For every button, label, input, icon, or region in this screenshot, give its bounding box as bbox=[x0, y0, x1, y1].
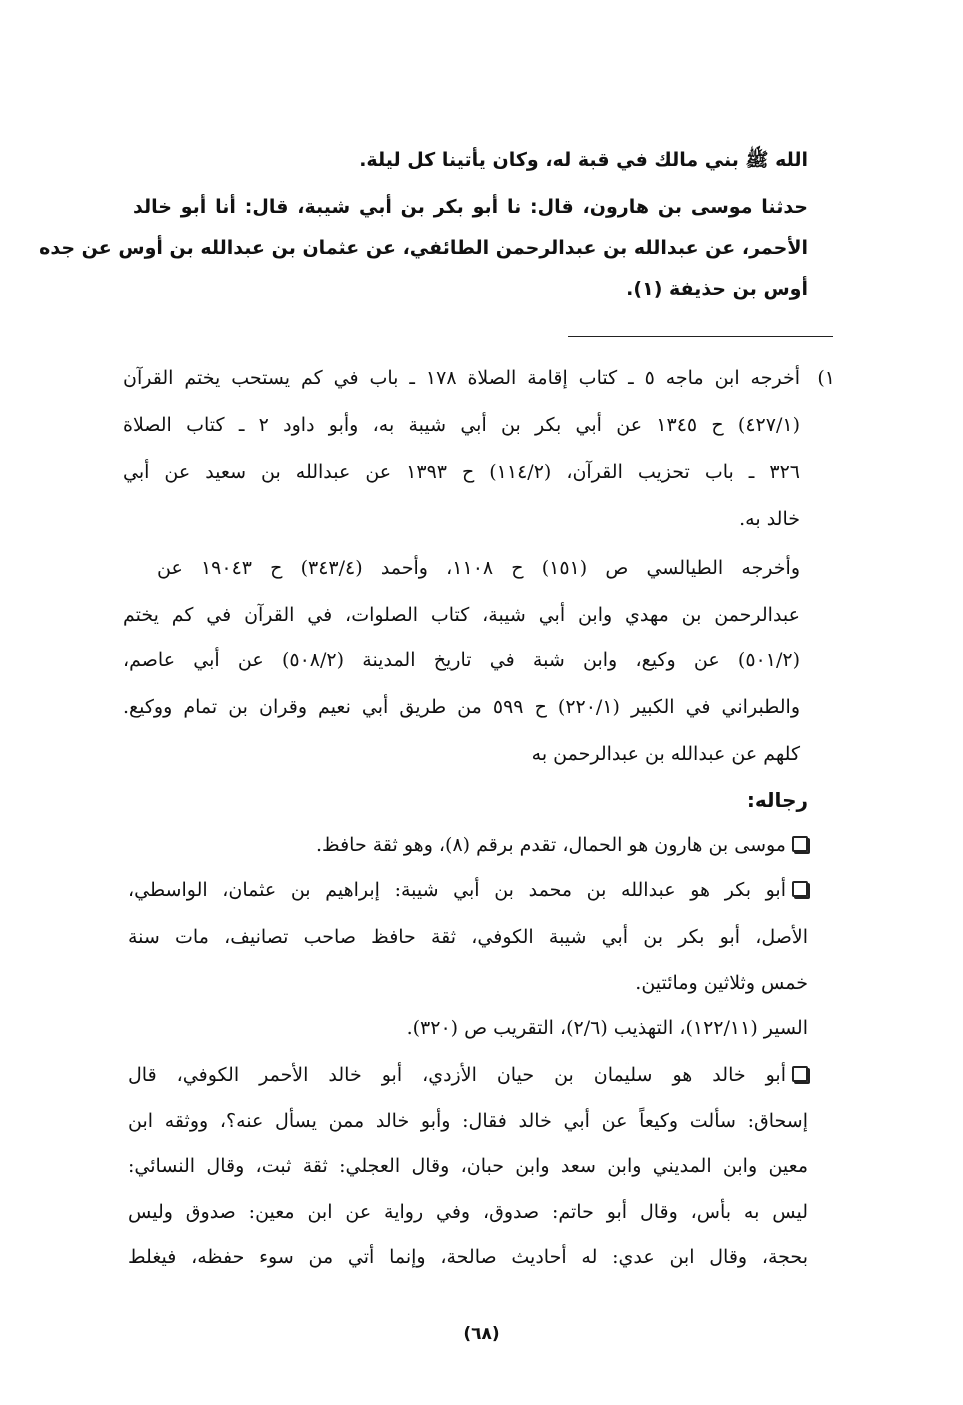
narrator-entry-2 bbox=[128, 876, 808, 904]
narrator-line: أبو خالد هو سليمان بن حيان الأزدي، أبو خالد الأحمر الكوفي، قال bbox=[128, 1064, 786, 1086]
footnote-line-4: خالد به. bbox=[739, 508, 800, 530]
footnote-line-8: والطبراني في الكبير (٢٢٠/١) ح ٥٩٩ من طريق أبي نعيم وقران بن تمام ووكيع. bbox=[123, 696, 801, 718]
narrator-line: أبو بكر هو عبدالله بن محمد بن أبي شيبة: إبراهيم بن عثمان، الواسطي، bbox=[128, 879, 786, 901]
footnote-divider bbox=[568, 336, 833, 337]
narrator-line-8: معين وابن المديني وابن سعد وابن حبان، وقال العجلي: ثقة ثبت، وقال النسائي: bbox=[128, 1155, 808, 1177]
main-line-4: أوس بن حذيفة (١). bbox=[626, 278, 808, 300]
footnote-line-3: ٣٢٦ ـ باب تحزيب القرآن، (١١٤/٢) ح ١٣٩٣ عن عبدالله بن سعيد عن أبي bbox=[123, 461, 800, 483]
main-line-1: الله ﷺ بني مالك في قبة له، وكان يأتينا كل ليلة. bbox=[359, 149, 808, 171]
page-number: (٦٨) bbox=[463, 1324, 500, 1344]
narrator-line-7: إسحاق: سألت وكيعاً عن أبي خالد فقال: وأبو خالد ممن يسأل عنه؟، ووثقه ابن bbox=[128, 1110, 808, 1132]
main-line-3: الأحمر، عن عبدالله بن عبدالرحمن الطائفي، عن عثمان بن عبدالله بن أوس عن جده bbox=[39, 237, 808, 259]
narrator-line-9: ليس به بأس، وقال أبو حاتم: صدوق، وفي رواية عن ابن معين: صدوق وليس bbox=[128, 1201, 808, 1223]
checkbox-icon bbox=[792, 881, 808, 897]
narrator-entry-3 bbox=[128, 1061, 808, 1089]
checkbox-icon bbox=[792, 1066, 808, 1082]
narrator-line-3: الأصل، أبو بكر بن أبي شيبة الكوفي، ثقة حافظ صاحب تصانيف، مات سنة bbox=[128, 926, 808, 948]
section-heading: رجاله: bbox=[746, 788, 808, 812]
footnote-line-1: أخرجه ابن ماجه ٥ ـ كتاب إقامة الصلاة ١٧٨ ـ باب في كم يستحب يختم القرآن bbox=[123, 367, 800, 389]
footnote-line-7: (٥٠١/٢) عن وكيع، وابن شبة في تاريخ المدينة (٥٠٨/٢) عن أبي عاصم، bbox=[123, 649, 800, 671]
narrator-entry-1 bbox=[128, 831, 808, 859]
narrator-line-5: السير (١٢٢/١١)، التهذيب (٢/٦)، التقريب ص (٣٢٠). bbox=[406, 1017, 808, 1039]
footnote-line-9: كلهم عن عبدالله بن عبدالرحمن به bbox=[531, 743, 800, 765]
footnote-line-5: وأخرجه الطيالسي ص (١٥١) ح ١١٠٨، وأحمد (٣٤٣/٤) ح ١٩٠٤٣ عن bbox=[157, 557, 800, 579]
narrator-line-4: خمس وثلاثين ومائتين. bbox=[635, 972, 808, 994]
footnote-line-6: عبدالرحمن بن مهدي وابن أبي شيبة، كتاب الصلوات، في القرآن في كم يختم bbox=[123, 604, 800, 626]
footnote-marker: ١) bbox=[817, 367, 835, 389]
checkbox-icon bbox=[792, 836, 808, 852]
narrator-line-10: بحجة، وقال ابن عدي: له أحاديث صالحة، وإنما أتي من سوء حفظه، فيغلط bbox=[128, 1246, 808, 1268]
footnote-line-2: (٤٢٧/١) ح ١٣٤٥ عن أبي بكر بن أبي شيبة به، وأبو داود ٢ ـ كتاب الصلاة bbox=[123, 414, 800, 436]
main-line-2: حدثنا موسى بن هارون، قال: نا أبو بكر بن أبي شيبة، قال: أنا أبو خالد bbox=[133, 196, 808, 218]
narrator-line: موسى بن هارون هو الحمال، تقدم برقم (٨)، وهو ثقة حافظ. bbox=[316, 834, 786, 856]
